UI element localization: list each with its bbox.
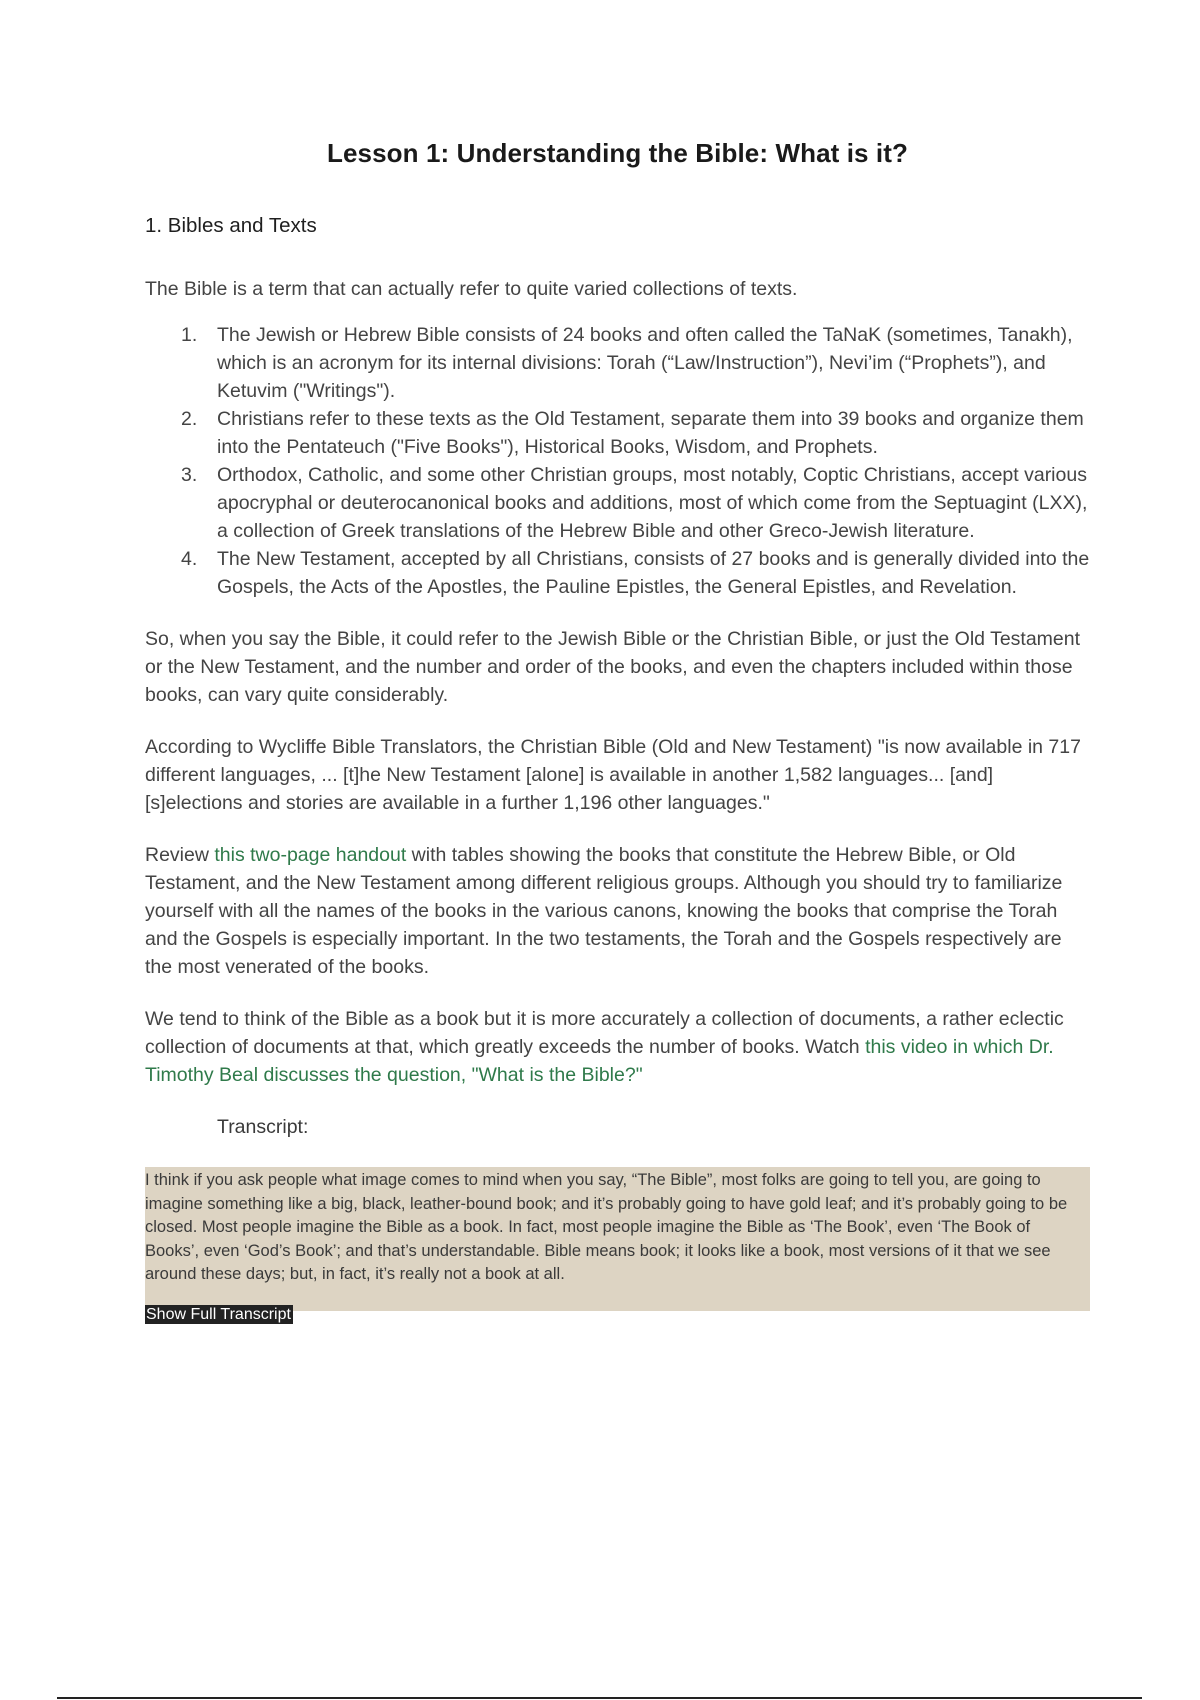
list-item: [145, 461, 1090, 545]
list-number: 4.: [181, 548, 198, 570]
list-number: 3.: [181, 464, 198, 486]
list-item: [145, 321, 1090, 405]
paragraph-handout: [145, 841, 1090, 981]
handout-text-before: Review: [145, 844, 215, 866]
transcript-box: [145, 1167, 1090, 1311]
video-link[interactable]: this video in which Dr. Timothy Beal discusses the question, "What is the Bible?": [145, 1036, 1054, 1086]
video-text-before: We tend to think of the Bible as a book but it is more accurately a collection of documents, a rather eclectic collection of documents at that, which greatly exceeds the number of books. Watch: [145, 1008, 1064, 1058]
lesson-page: [145, 138, 1090, 1327]
paragraph-bible-variation: So, when you say the Bible, it could refer to the Jewish Bible or the Christian Bible, or just the Old Testament or the New Testament, and the number and order of the books, and even the chapters included within those books, can vary quite considerably.: [145, 628, 1081, 706]
handout-link[interactable]: this two-page handout: [214, 844, 407, 866]
show-full-transcript-button[interactable]: Show Full Transcript: [146, 1305, 291, 1323]
paragraph-wycliffe: According to Wycliffe Bible Translators, the Christian Bible (Old and New Testament) "is now available in 717 different languages, ... [t]he New Testament [alone] is available in another 1,582 languages... [and] [s]elections and stories are available in a further 1,196 other languages.": [145, 736, 1081, 814]
page-title: Lesson 1: Understanding the Bible: What is it?: [327, 138, 908, 168]
bible-types-list: [145, 321, 1090, 601]
section-heading: 1. Bibles and Texts: [145, 214, 317, 237]
handout-text-after: with tables showing the books that constitute the Hebrew Bible, or Old Testament, and the New Testament among different religious groups. Although you should try to familiarize yourself with all the names of the books in the various canons, knowing the books that comprise the Torah and the Gospels is especially important. In the two testaments, the Torah and the Gospels respectively are the most venerated of the books.: [145, 844, 1063, 978]
paragraph-video: [145, 1005, 1090, 1089]
intro-paragraph: The Bible is a term that can actually refer to quite varied collections of texts.: [145, 278, 798, 300]
list-item-text: The Jewish or Hebrew Bible consists of 24 books and often called the TaNaK (sometimes, Tanakh), which is an acronym for its internal divisions: Torah (“Law/Instruction”), Nevi’im (“Prophets”), and Ketuvim ("Writings").: [217, 324, 1073, 402]
list-item-text: Orthodox, Catholic, and some other Christian groups, most notably, Coptic Christians, accept various apocryphal or deuterocanonical books and additions, most of which come from the Septuagint (LXX), a collection of Greek translations of the Hebrew Bible and other Greco-Jewish literature.: [217, 464, 1088, 542]
list-item: [145, 405, 1090, 461]
list-number: 1.: [181, 324, 198, 346]
list-item-text: The New Testament, accepted by all Christians, consists of 27 books and is generally divided into the Gospels, the Acts of the Apostles, the Pauline Epistles, the General Epistles, and Revelation.: [217, 548, 1090, 598]
show-transcript-wrap: [145, 1305, 1090, 1327]
list-item-text: Christians refer to these texts as the Old Testament, separate them into 39 books and organize them into the Pentateuch ("Five Books"), Historical Books, Wisdom, and Prophets.: [217, 408, 1084, 458]
transcript-text: I think if you ask people what image comes to mind when you say, “The Bible”, most folks are going to tell you, are going to imagine something like a big, black, leather-bound book; and it’s probably going to have gold leaf; and it’s probably going to be closed. Most people imagine the Bible as a book. In fact, most people imagine the Bible as ‘The Book’, even ‘The Book of Books’, even ‘God’s Book’; and that’s understandable. Bible means book; it looks like a book, most versions of it that we see around these days; but, in fact, it’s really not a book at all.: [145, 1171, 1068, 1283]
list-number: 2.: [181, 408, 198, 430]
bottom-divider: [57, 1697, 1142, 1699]
list-item: [145, 545, 1090, 601]
transcript-label: Transcript:: [217, 1116, 309, 1138]
